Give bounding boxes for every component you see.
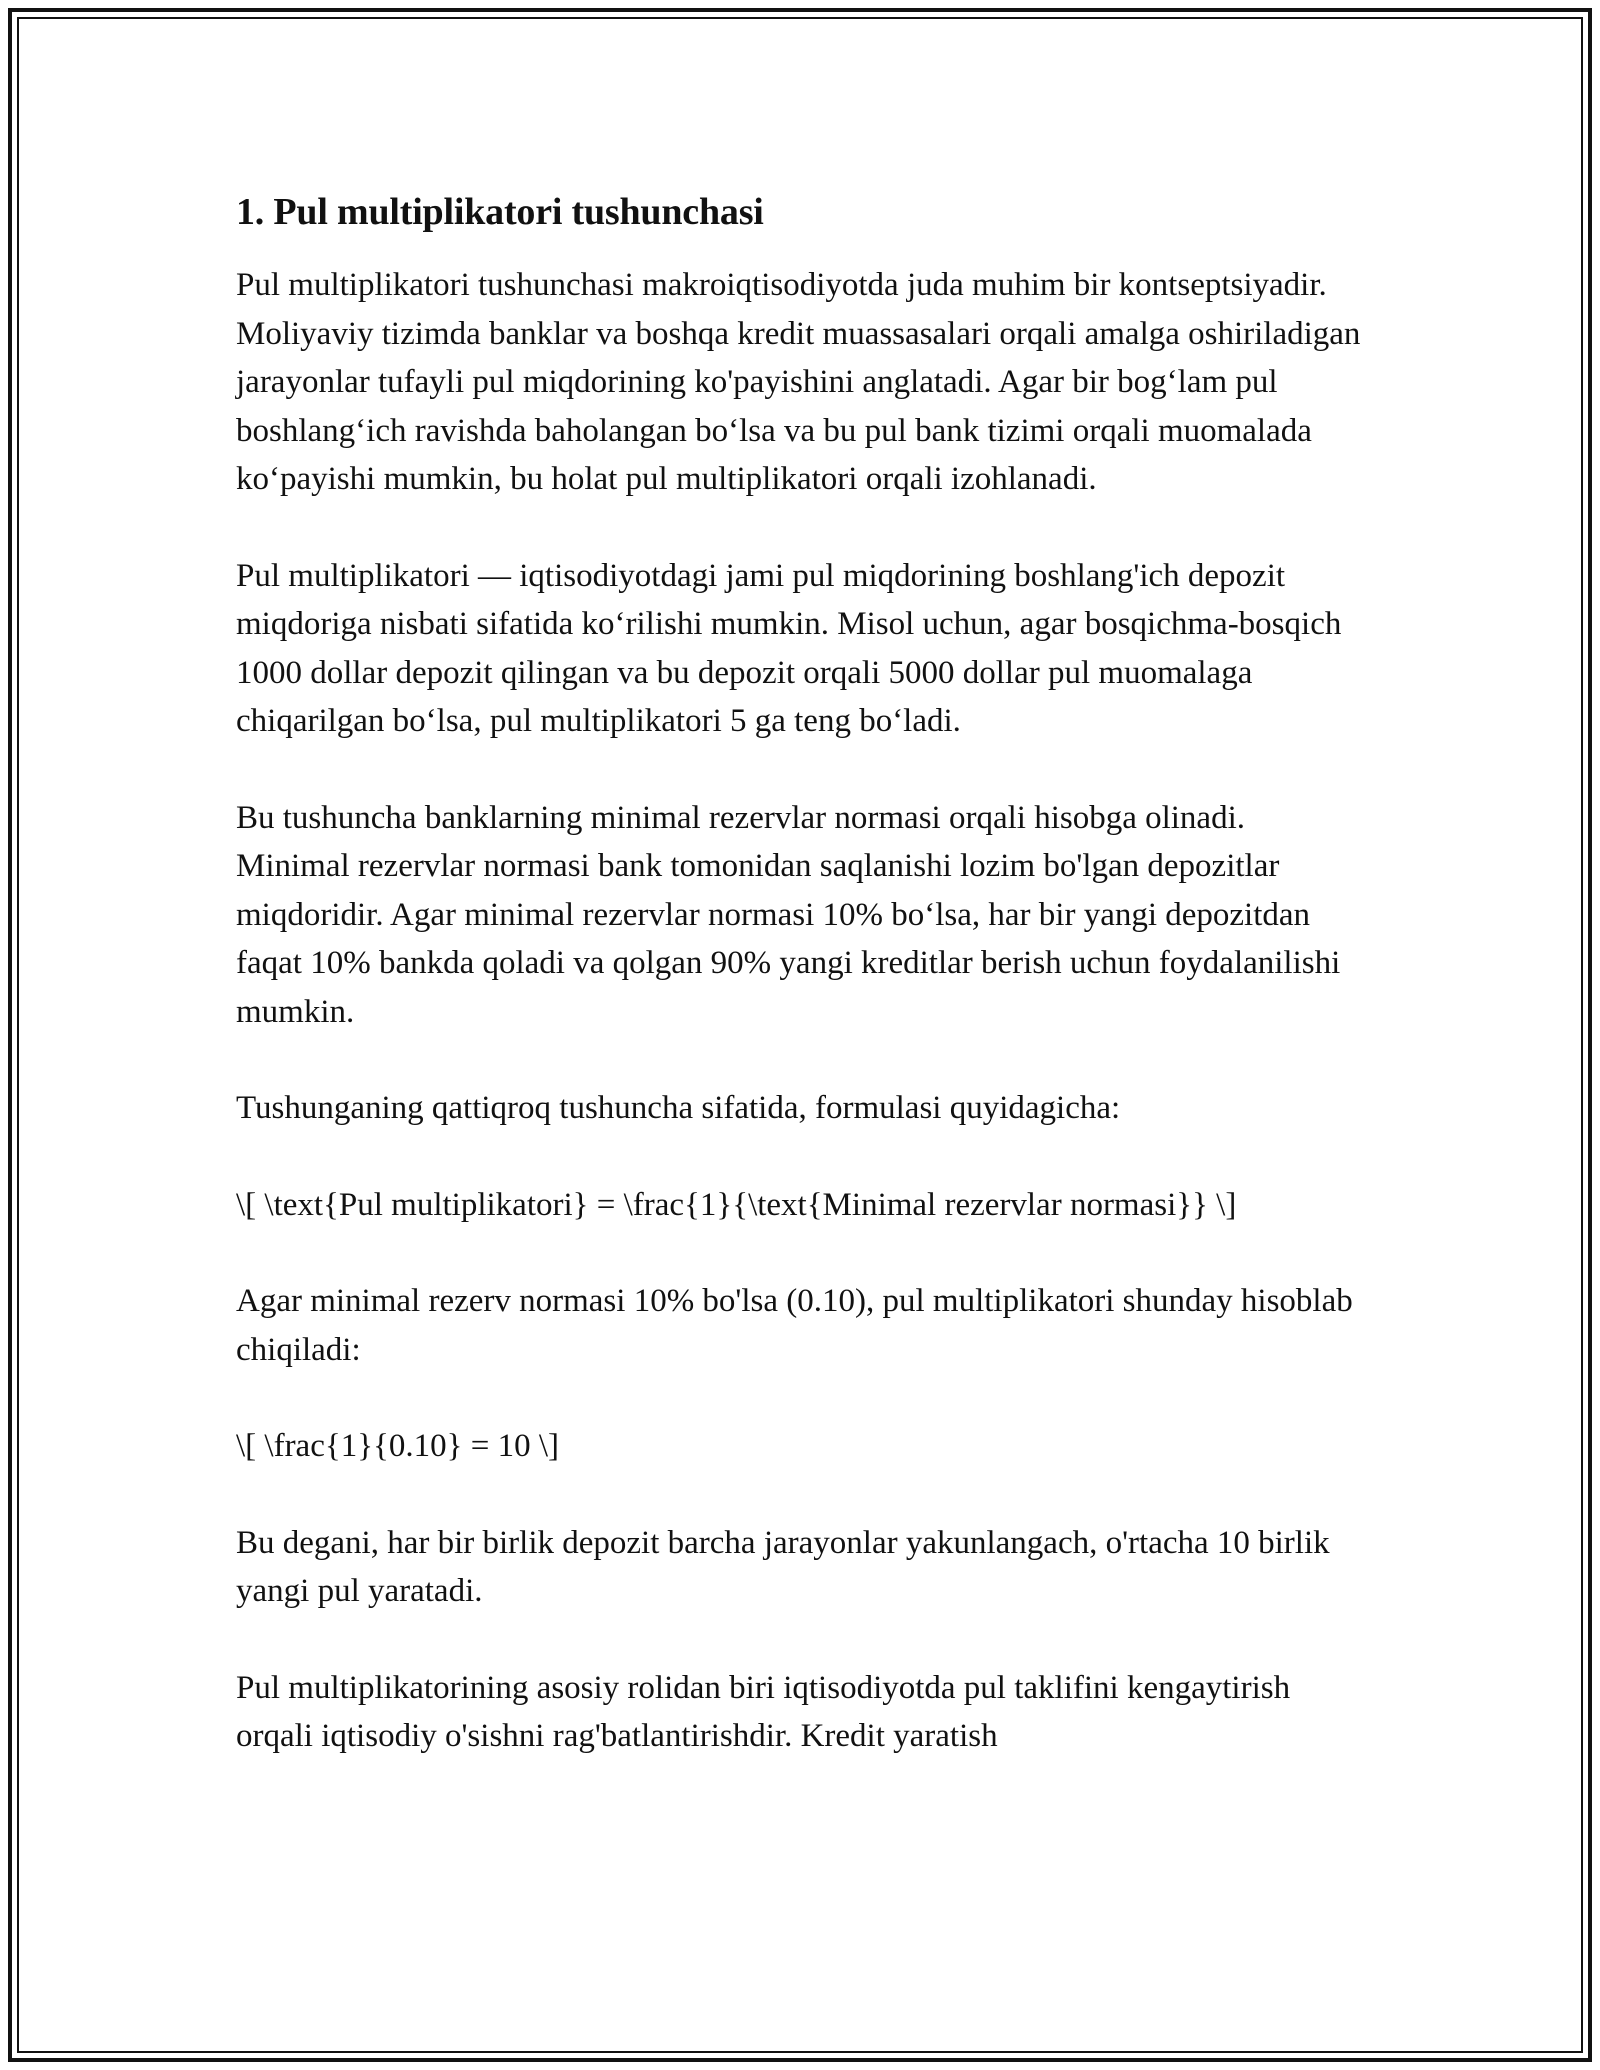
paragraph-meaning: Bu degani, har bir birlik depozit barcha jarayonlar yakunlangach, o'rtacha 10 birlik yangi pul yaratadi. — [236, 1524, 1330, 1609]
paragraph-calculation-intro: Agar minimal rezerv normasi 10% bo'lsa (0.10), pul multiplikatori shunday hisoblab chiqiladi: — [236, 1283, 1353, 1368]
document-body — [236, 186, 1366, 1761]
section-heading: 1. Pul multiplikatori tushunchasi — [236, 191, 764, 233]
paragraph-role: Pul multiplikatorining asosiy rolidan biri iqtisodiyotda pul taklifini kengaytirish orqali iqtisodiy o'sishni rag'batlantirishdir. Kredit yaratish — [236, 1669, 1291, 1754]
paragraph-ratio-example: Pul multiplikatori — iqtisodiyotdagi jami pul miqdorining boshlang'ich depozit miqdoriga nisbati sifatida ko‘rilishi mumkin. Misol uchun, agar bosqichma-bosqich 1000 dollar depozit qilingan va bu depozit orqali 5000 dollar pul muomalaga chiqarilgan bo‘lsa, pul multiplikatori 5 ga teng bo‘ladi. — [236, 557, 1342, 739]
paragraph-reserve-requirement: Bu tushuncha banklarning minimal rezervlar normasi orqali hisobga olinadi. Minimal rezervlar normasi bank tomonidan saqlanishi lozim bo'lgan depozitlar miqdoridir. Agar minimal rezervlar normasi 10% bo‘lsa, har bir yangi depozitdan faqat 10% bankda qoladi va qolgan 90% yangi kreditlar berish uchun foydalanilishi mumkin. — [236, 799, 1341, 1030]
paragraph-definition: Pul multiplikatori tushunchasi makroiqtisodiyotda juda muhim bir kontseptsiyadir. Moliyaviy tizimda banklar va boshqa kredit muassasalari orqali amalga oshiriladigan jarayonlar tufayli pul miqdorining ko'payishini anglatadi. Agar bir bog‘lam pul boshlang‘ich ravishda baholangan bo‘lsa va bu pul bank tizimi orqali muomalada ko‘payishi mumkin, bu holat pul multiplikatori orqali izohlanadi. — [236, 267, 1361, 497]
formula-calculation: \[ \frac{1}{0.10} = 10 \] — [236, 1428, 559, 1464]
formula-multiplier: \[ \text{Pul multiplikatori} = \frac{1}{\text{Minimal rezervlar normasi}} \] — [236, 1186, 1237, 1223]
paragraph-formula-intro: Tushunganing qattiqroq tushuncha sifatida, formulasi quyidagicha: — [236, 1090, 1121, 1126]
